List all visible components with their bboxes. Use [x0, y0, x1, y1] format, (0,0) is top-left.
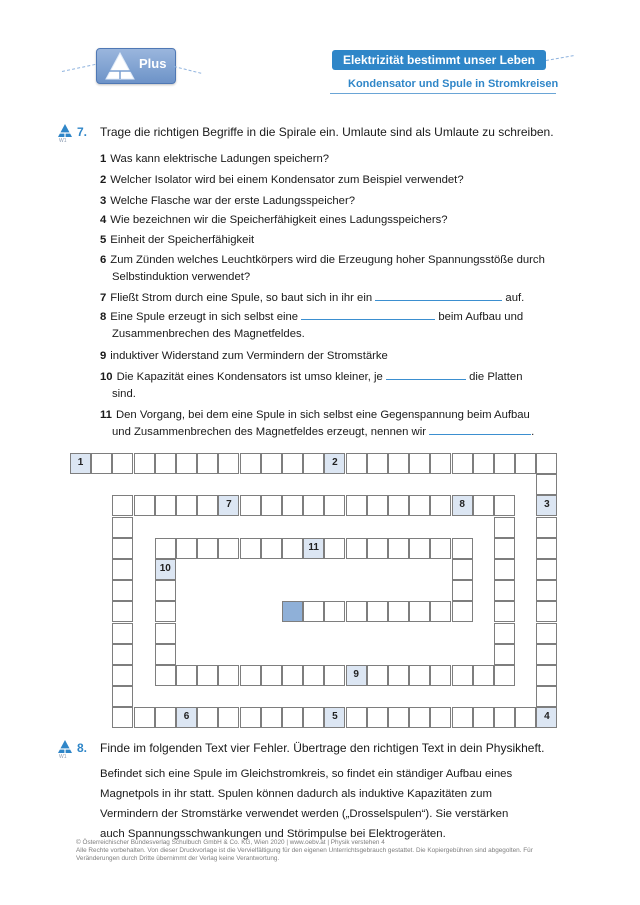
grid-cell[interactable] [536, 538, 557, 559]
numbered-grid-cell[interactable] [218, 495, 239, 516]
numbered-grid-cell[interactable] [324, 707, 345, 728]
grid-cell[interactable] [197, 495, 218, 516]
numbered-grid-cell[interactable] [303, 538, 324, 559]
grid-cell[interactable] [112, 453, 133, 474]
grid-cell[interactable] [282, 665, 303, 686]
section-title: Kondensator und Spule in Stromkreisen [348, 78, 559, 90]
grid-cell[interactable] [112, 517, 133, 538]
grid-cell[interactable] [515, 453, 536, 474]
grid-cell[interactable] [388, 538, 409, 559]
grid-cell[interactable] [324, 665, 345, 686]
grid-cell[interactable] [409, 601, 430, 622]
grid-cell[interactable] [218, 665, 239, 686]
grid-cell[interactable] [155, 495, 176, 516]
task-instruction: Finde im folgenden Text vier Fehler. Übertrage den richtigen Text in dein Physikheft. [100, 741, 545, 755]
grid-cell[interactable] [515, 707, 536, 728]
grid-cell[interactable] [430, 665, 451, 686]
grid-cell[interactable] [261, 538, 282, 559]
grid-cell[interactable] [388, 601, 409, 622]
grid-cell[interactable] [155, 665, 176, 686]
grid-cell[interactable] [324, 495, 345, 516]
divider [330, 93, 556, 94]
text-line: Vermindern der Stromstärke verwendet werden („Drosselspulen“). Sie verstärken [100, 808, 509, 820]
grid-cell[interactable] [346, 495, 367, 516]
cell-number: 7 [226, 499, 232, 511]
grid-cell[interactable] [134, 453, 155, 474]
question-3: 3 Welche Flasche war der erste Ladungsspeicher? [100, 195, 355, 207]
grid-cell[interactable] [367, 538, 388, 559]
grid-cell[interactable] [536, 686, 557, 707]
text-line: auch Spannungsschwankungen und Störimpulse bei Elektrogeräten. [100, 828, 446, 840]
grid-cell[interactable] [155, 623, 176, 644]
grid-cell[interactable] [367, 453, 388, 474]
task-instruction: Trage die richtigen Begriffe in die Spirale ein. Umlaute sind als Umlaute zu schreiben. [100, 125, 554, 139]
grid-cell[interactable] [452, 707, 473, 728]
grid-cell[interactable] [494, 495, 515, 516]
grid-cell[interactable] [134, 495, 155, 516]
grid-cell[interactable] [261, 707, 282, 728]
grid-cell[interactable] [324, 538, 345, 559]
grid-cell[interactable] [218, 453, 239, 474]
grid-cell[interactable] [240, 495, 261, 516]
grid-cell[interactable] [176, 538, 197, 559]
error-text [100, 764, 560, 844]
grid-cell[interactable] [303, 707, 324, 728]
grid-cell[interactable] [452, 538, 473, 559]
grid-cell[interactable] [218, 707, 239, 728]
grid-cell[interactable] [409, 707, 430, 728]
grid-cell[interactable] [430, 538, 451, 559]
grid-cell[interactable] [282, 707, 303, 728]
grid-cell[interactable] [282, 538, 303, 559]
grid-cell[interactable] [303, 495, 324, 516]
question-7: 7 Fließt Strom durch eine Spule, so baut sich in ihr ein auf. [100, 292, 525, 304]
grid-cell[interactable] [112, 623, 133, 644]
grid-cell[interactable] [197, 665, 218, 686]
grid-cell[interactable] [388, 495, 409, 516]
grid-cell[interactable] [218, 538, 239, 559]
question-1: 1 Was kann elektrische Ladungen speichern? [100, 153, 330, 165]
grid-cell[interactable] [388, 453, 409, 474]
grid-cell[interactable] [112, 559, 133, 580]
grid-cell[interactable] [409, 665, 430, 686]
grid-cell[interactable] [303, 665, 324, 686]
chapter-title: Elektrizität bestimmt unser Leben [332, 50, 546, 70]
answer-blank[interactable] [375, 290, 502, 301]
grid-cell[interactable] [409, 538, 430, 559]
grid-cell[interactable] [240, 453, 261, 474]
grid-cell[interactable] [155, 580, 176, 601]
grid-cell[interactable] [430, 707, 451, 728]
grid-cell[interactable] [388, 665, 409, 686]
level-label: W1 [59, 138, 67, 144]
grid-cell[interactable] [473, 495, 494, 516]
grid-cell[interactable] [494, 601, 515, 622]
grid-cell[interactable] [452, 665, 473, 686]
grid-cell[interactable] [303, 601, 324, 622]
question-5: 5 Einheit der Speicherfähigkeit [100, 234, 255, 246]
triangle-logo-icon [105, 52, 135, 80]
grid-cell[interactable] [112, 707, 133, 728]
level-triangle-icon [58, 740, 72, 753]
numbered-grid-cell[interactable] [346, 665, 367, 686]
grid-cell[interactable] [388, 707, 409, 728]
grid-cell[interactable] [494, 580, 515, 601]
grid-cell[interactable] [494, 644, 515, 665]
answer-blank[interactable] [386, 369, 466, 380]
difficulty-marker [58, 740, 72, 758]
grid-cell[interactable] [536, 453, 557, 474]
cell-number: 4 [544, 711, 550, 723]
grid-cell[interactable] [346, 601, 367, 622]
decorative-dash [62, 64, 95, 72]
grid-cell[interactable] [261, 665, 282, 686]
numbered-grid-cell[interactable] [176, 707, 197, 728]
grid-cell[interactable] [261, 495, 282, 516]
grid-cell[interactable] [430, 495, 451, 516]
grid-cell[interactable] [112, 686, 133, 707]
grid-cell[interactable] [452, 580, 473, 601]
grid-cell[interactable] [91, 453, 112, 474]
grid-cell[interactable] [155, 644, 176, 665]
text-line: Befindet sich eine Spule im Gleichstromkreis, so findet ein ständiger Aufbau eines [100, 768, 513, 780]
grid-cell[interactable] [346, 707, 367, 728]
grid-cell[interactable] [494, 453, 515, 474]
grid-cell[interactable] [112, 538, 133, 559]
numbered-grid-cell[interactable] [536, 707, 557, 728]
grid-cell[interactable] [452, 453, 473, 474]
question-2: 2 Welcher Isolator wird bei einem Kondensator zum Beispiel verwendet? [100, 174, 464, 186]
cell-number: 10 [159, 563, 171, 574]
grid-cell[interactable] [536, 601, 557, 622]
grid-cell[interactable] [494, 623, 515, 644]
grid-cell[interactable] [494, 538, 515, 559]
grid-cell[interactable] [536, 559, 557, 580]
question-11: 11 Den Vorgang, bei dem eine Spule in sich selbst eine Gegenspannung beim Aufbau und Zusammenbrechen des Magnetfeldes erzeugt, nennen wir . [100, 409, 535, 438]
text-line: Magnetpols in ihr statt. Spulen können dadurch als induktive Kapazitäten zum [100, 788, 492, 800]
grid-cell[interactable] [261, 453, 282, 474]
decorative-dash [546, 55, 574, 61]
numbered-grid-cell[interactable] [324, 453, 345, 474]
grid-cell[interactable] [197, 453, 218, 474]
grid-cell[interactable] [240, 665, 261, 686]
task-number: 8. [77, 741, 88, 755]
grid-cell[interactable] [155, 707, 176, 728]
numbered-grid-cell[interactable] [155, 559, 176, 580]
grid-cell[interactable] [112, 601, 133, 622]
numbered-grid-cell[interactable] [452, 495, 473, 516]
task-number: 7. [77, 125, 88, 139]
grid-cell[interactable] [494, 707, 515, 728]
cell-number: 1 [77, 457, 84, 468]
grid-cell[interactable] [367, 601, 388, 622]
grid-cell[interactable] [536, 623, 557, 644]
cell-number: 3 [544, 499, 550, 511]
question-8: 8 Eine Spule erzeugt in sich selbst eine beim Aufbau und Zusammenbrechen des Magnetfeldes. [100, 311, 524, 340]
grid-cell[interactable] [409, 453, 430, 474]
cell-number: 8 [459, 499, 465, 511]
logo-text: Plus [139, 56, 167, 71]
level-triangle-icon [58, 124, 72, 137]
question-4: 4 Wie bezeichnen wir die Speicherfähigkeit eines Ladungsspeichers? [100, 214, 448, 226]
grid-cell[interactable] [112, 580, 133, 601]
cell-number: 6 [183, 711, 190, 723]
grid-cell[interactable] [240, 707, 261, 728]
grid-cell[interactable] [155, 453, 176, 474]
grid-cell[interactable] [197, 538, 218, 559]
grid-cell[interactable] [494, 665, 515, 686]
numbered-grid-cell[interactable] [70, 453, 91, 474]
grid-cell[interactable] [346, 538, 367, 559]
grid-cell[interactable] [346, 453, 367, 474]
grid-cell[interactable] [112, 495, 133, 516]
grid-cell[interactable] [112, 665, 133, 686]
grid-cell[interactable] [367, 707, 388, 728]
numbered-grid-cell[interactable] [536, 495, 557, 516]
answer-blank[interactable] [301, 309, 435, 320]
grid-cell[interactable] [473, 707, 494, 728]
grid-cell[interactable] [452, 559, 473, 580]
grid-cell[interactable] [176, 665, 197, 686]
grid-cell[interactable] [473, 453, 494, 474]
grid-cell[interactable] [430, 453, 451, 474]
question-10: 10 Die Kapazität eines Kondensators ist umso kleiner, je die Platten sind. [100, 371, 523, 400]
grid-cell[interactable] [303, 453, 324, 474]
grid-cell[interactable] [134, 707, 155, 728]
answer-blank[interactable] [429, 424, 531, 435]
decorative-dash [174, 66, 201, 74]
plus-logo [96, 48, 176, 84]
grid-cell[interactable] [536, 517, 557, 538]
grid-cell[interactable] [494, 517, 515, 538]
grid-cell[interactable] [240, 538, 261, 559]
question-6: 6 Zum Zünden welches Leuchtkörpers wird die Erzeugung hoher Spannungsstöße durch Selbstinduktion verwendet? [100, 254, 545, 283]
grid-cell[interactable] [409, 495, 430, 516]
question-9: 9 induktiver Widerstand zum Vermindern der Stromstärke [100, 350, 388, 362]
grid-cell[interactable] [367, 495, 388, 516]
grid-cell[interactable] [176, 495, 197, 516]
grid-cell[interactable] [367, 665, 388, 686]
grid-cell[interactable] [452, 601, 473, 622]
copyright-footer: © Österreichischer Bundesverlag Schulbuch GmbH & Co. KG, Wien 2020 | www.oebv.at | Physik verstehen 4 Alle Rechte vorbehalten. Von dieser Druckvorlage ist die Vervielfältigung für den eigenen Unterrichtsgebrauch gestattet. Die Kopiergebühren sind abgegolten. Für Veränderungen durch Dritte übernimmt der Verlag keine Verantwortung. [76, 839, 533, 862]
difficulty-marker [58, 124, 72, 142]
cell-number: 5 [332, 711, 338, 723]
cell-number: 2 [332, 457, 338, 468]
grid-cell[interactable] [197, 707, 218, 728]
grid-cell[interactable] [282, 495, 303, 516]
grid-cell[interactable] [324, 601, 345, 622]
level-label: W1 [59, 754, 67, 760]
grid-cell[interactable] [176, 453, 197, 474]
grid-cell[interactable] [430, 601, 451, 622]
grid-cell[interactable] [282, 453, 303, 474]
grid-cell[interactable] [473, 665, 494, 686]
grid-cell[interactable] [112, 644, 133, 665]
grid-cell[interactable] [282, 601, 303, 622]
grid-cell[interactable] [536, 580, 557, 601]
grid-cell[interactable] [536, 474, 557, 495]
cell-number: 9 [353, 669, 359, 680]
grid-cell[interactable] [536, 665, 557, 686]
cell-number: 11 [308, 541, 319, 553]
grid-cell[interactable] [536, 644, 557, 665]
grid-cell[interactable] [494, 559, 515, 580]
grid-cell[interactable] [155, 601, 176, 622]
grid-cell[interactable] [155, 538, 176, 559]
